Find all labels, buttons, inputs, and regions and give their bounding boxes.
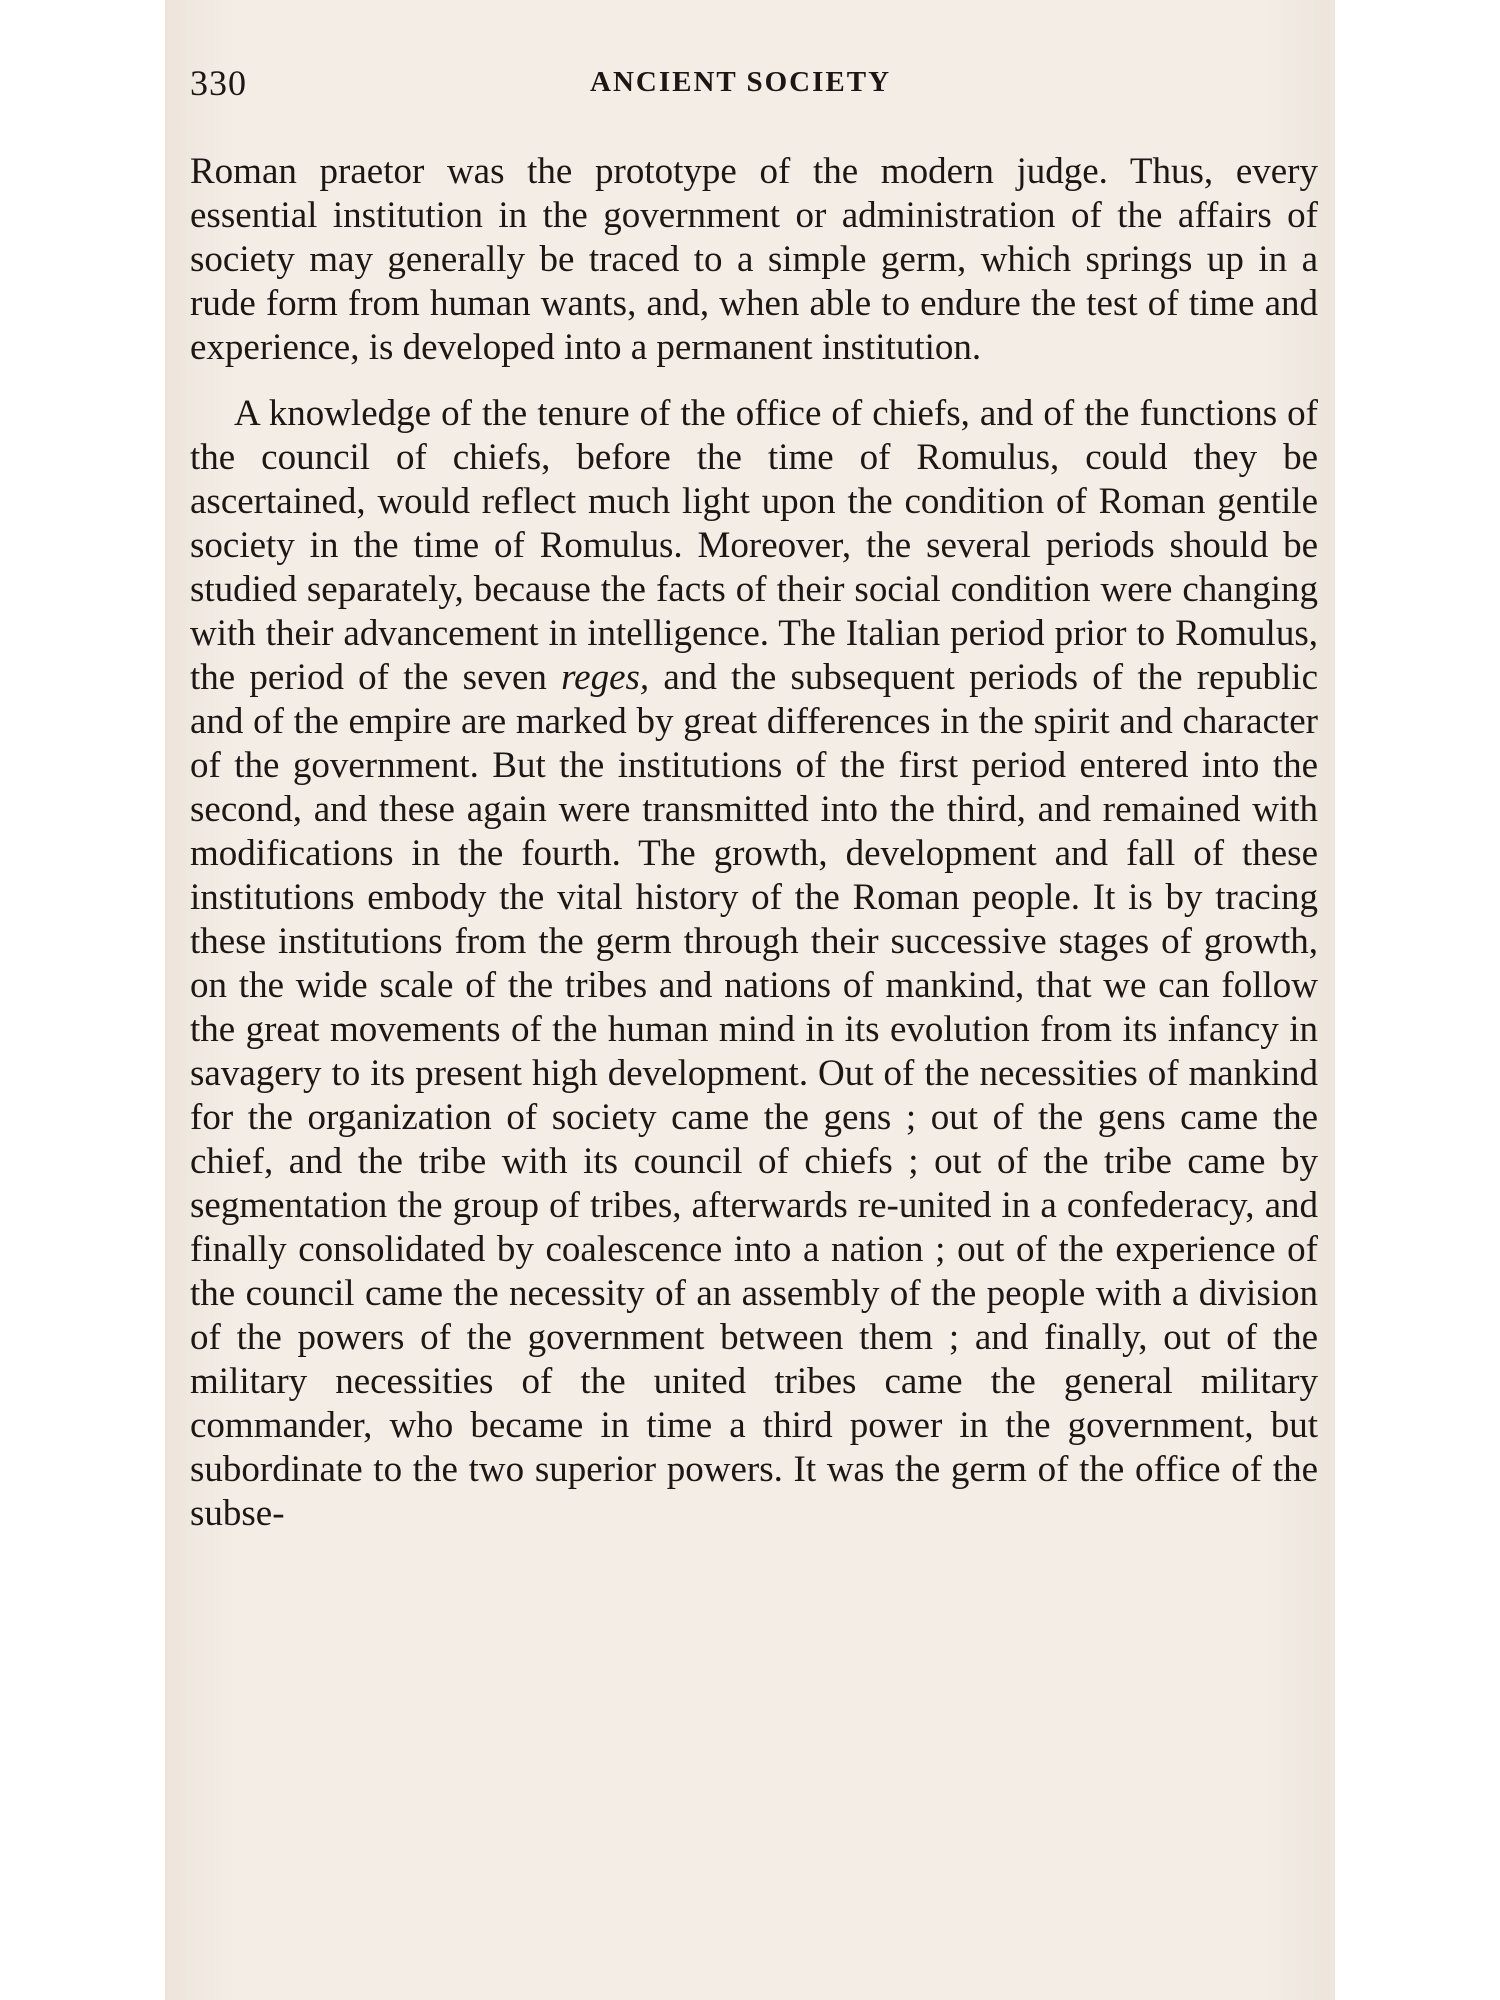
body-text [190, 150, 1318, 1536]
page-header [190, 62, 1320, 112]
paragraph-2 [190, 392, 1318, 1536]
italic-term: reges, [561, 657, 650, 698]
page-number: 330 [190, 63, 247, 103]
paragraph-1: Roman praetor was the prototype of the modern judge. Thus, every essential institution in the government or administration of the affairs of society may generally be traced to a simple germ, which springs up in a rude form from human wants, and, when able to endure the test of time and experience, is developed into a permanent institution. [190, 151, 1318, 368]
paragraph-2-text-b: and the subsequent periods of the republic and of the empire are marked by great differences in the spirit and character of the government. But the institutions of the first period entered into the second, and these again were transmitted into the third, and remained with modifications in the fourth. The growth, development and fall of these institutions embody the vital history of the Roman people. It is by tracing these institutions from the germ through their successive stages of growth, on the wide scale of the tribes and nations of mankind, that we can follow the great movements of the human mind in its evolution from its infancy in savagery to its present high development. Out of the necessities of mankind for the organization of society came the gens ; out of the gens came the chief, and the tribe with its council of chiefs ; out of the tribe came by segmentation the group of tribes, afterwards re-united in a confederacy, and finally consolidated by coalescence into a nation ; out of the experience of the council came the necessity of an assembly of the people with a division of the powers of the government between them ; and finally, out of the military necessities of the united tribes came the general military commander, who became in time a third power in the government, but subordinate to the two superior powers. It was the germ of the office of the subse- [190, 657, 1318, 1534]
running-head: ANCIENT SOCIETY [590, 66, 892, 98]
paragraph-2-text-a: A knowledge of the tenure of the office of chiefs, and of the functions of the council of chiefs, before the time of Romulus, could they be ascertained, would reflect much light upon the condition of Roman gentile society in the time of Romulus. Moreover, the several periods should be studied separately, because the facts of their social condition were changing with their advancement in intelligence. The Italian period prior to Romulus, the period of the seven [190, 393, 1318, 698]
